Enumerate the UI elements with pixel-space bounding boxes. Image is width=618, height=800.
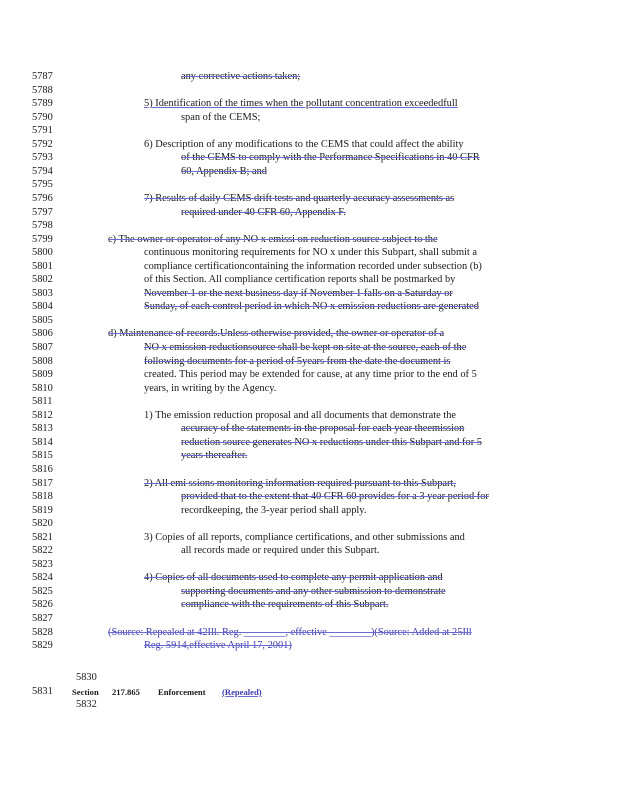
line-number: 5792 — [32, 138, 53, 150]
section-number: 217.865 — [112, 687, 140, 697]
line-text: 2) All emi ssions monitoring information required pursuant to this Subpart, — [144, 477, 456, 489]
document-line — [0, 246, 618, 260]
document-line — [0, 463, 618, 477]
line-number: 5807 — [32, 342, 53, 353]
line-number: 5808 — [32, 355, 53, 367]
document-line — [0, 571, 618, 585]
line-number: 5802 — [32, 274, 53, 286]
document-line — [0, 504, 618, 518]
document-line — [0, 517, 618, 531]
line-text: compliance with the requirements of this Subpart. — [181, 599, 389, 611]
document-line — [0, 395, 618, 409]
document-line — [0, 598, 618, 612]
document-line — [0, 585, 618, 599]
document-line — [0, 206, 618, 220]
line-text: 60, Appendix B; and — [181, 165, 268, 177]
line-text: continuous monitoring requirements for NO x under this Subpart, shall submit a — [144, 247, 478, 259]
line-text: of the CEMS to comply with the Performance Specifications in 40 CFR — [181, 152, 480, 164]
document-line — [0, 327, 618, 341]
document-line — [0, 341, 618, 355]
document-line — [0, 151, 618, 165]
document-line — [0, 165, 618, 179]
document-line — [0, 300, 618, 314]
line-number: 5790 — [32, 111, 53, 123]
document-line — [0, 477, 618, 491]
line-text: 3) Copies of all reports, compliance certifications, and other submissions and — [144, 531, 465, 543]
line-number: 5820 — [32, 518, 53, 530]
line-text: Sunday, of each control period in which NO x emission reductions are generated — [144, 301, 479, 313]
line-text: recordkeeping, the 3-year period shall apply. — [181, 504, 367, 516]
document-line — [0, 124, 618, 138]
document-line — [0, 111, 618, 125]
line-number: 5806 — [32, 328, 53, 340]
line-number: 5795 — [32, 179, 53, 191]
section-label: Section — [72, 687, 99, 697]
document-line — [0, 544, 618, 558]
line-text: 5) Identification of the times when the pollutant concentration exceededfull — [144, 98, 458, 110]
line-number: 5812 — [32, 409, 53, 421]
line-text: 6) Description of any modifications to the CEMS that could affect the ability — [144, 138, 464, 150]
line-number: 5798 — [32, 220, 53, 232]
line-text: 4) Copies of all documents used to complete any permit application and — [144, 572, 443, 584]
document-line — [0, 490, 618, 504]
document-line — [0, 422, 618, 436]
line-number: 5832 — [76, 699, 97, 710]
line-number: 5804 — [32, 301, 53, 313]
line-text: d) Maintenance of records.Unless otherwise provided, the owner or operator of a — [108, 328, 445, 340]
line-text: compliance certificationcontaining the information recorded under subsection (b) — [144, 260, 482, 272]
line-number: 5822 — [32, 545, 53, 557]
line-text: provided that to the extent that 40 CFR 60 provides for a 3 year period for — [181, 491, 489, 503]
footer-line-5830 — [0, 671, 618, 685]
line-number: 5817 — [32, 477, 53, 489]
section-title: Enforcement — [158, 687, 206, 697]
document-line — [0, 626, 618, 640]
line-number: 5811 — [32, 396, 53, 408]
line-text: 7) Results of daily CEMS drift tests and quarterly accuracy assessments as — [144, 192, 455, 204]
line-number: 5825 — [32, 585, 53, 597]
line-number: 5813 — [32, 423, 53, 435]
document-line — [0, 382, 618, 396]
line-text: created. This period may be extended for cause, at any time prior to the end of 5 — [144, 369, 477, 381]
document-line — [0, 273, 618, 287]
footer-line-5832 — [0, 698, 618, 712]
line-number: 5791 — [32, 125, 53, 137]
document-line — [0, 368, 618, 382]
line-number: 5797 — [32, 206, 53, 218]
document-line — [0, 233, 618, 247]
line-number: 5793 — [32, 152, 53, 164]
line-number: 5823 — [32, 558, 53, 570]
document-line — [0, 531, 618, 545]
line-text: supporting documents and any other submission to demonstrate — [181, 585, 446, 597]
line-number: 5787 — [32, 71, 53, 82]
line-number: 5805 — [32, 314, 53, 326]
document-line — [0, 97, 618, 111]
document-line — [0, 260, 618, 274]
document-line — [0, 192, 618, 206]
line-text: any corrective actions taken; — [181, 71, 301, 82]
line-number: 5809 — [32, 369, 53, 381]
line-number: 5799 — [32, 233, 53, 245]
line-number: 5800 — [32, 247, 53, 259]
line-number: 5803 — [32, 287, 53, 299]
section-heading-line — [0, 685, 618, 699]
line-text: accuracy of the statements in the proposal for each year theemission — [181, 423, 465, 435]
line-text: reduction source generates NO x reductions under this Subpart and for 5 — [181, 436, 482, 448]
line-number: 5794 — [32, 165, 53, 177]
line-number: 5810 — [32, 382, 53, 394]
line-number: 5830 — [76, 672, 97, 683]
line-number: 5789 — [32, 98, 53, 110]
line-number: 5824 — [32, 572, 53, 584]
document-line — [0, 639, 618, 653]
line-number: 5801 — [32, 260, 53, 272]
document-line — [0, 287, 618, 301]
document-line — [0, 70, 618, 84]
line-number: 5821 — [32, 531, 53, 543]
document-line — [0, 449, 618, 463]
document-line — [0, 409, 618, 423]
line-number: 5826 — [32, 599, 53, 611]
line-text: c) The owner or operator of any NO x emissi on reduction source subject to the — [108, 233, 438, 245]
document-line — [0, 558, 618, 572]
document-line — [0, 436, 618, 450]
line-number: 5788 — [32, 84, 53, 96]
line-text: years thereafter. — [181, 450, 248, 462]
line-text: of this Section. All compliance certification reports shall be postmarked by — [144, 274, 456, 286]
document-line — [0, 178, 618, 192]
line-number: 5814 — [32, 436, 53, 448]
line-text: November 1 or the next business day if November 1 falls on a Saturday or — [144, 287, 453, 299]
line-number: 5831 — [32, 686, 53, 697]
line-text: Reg. 5914,effective April 17, 2001) — [144, 640, 292, 652]
line-number: 5815 — [32, 450, 53, 462]
section-status: (Repealed) — [222, 687, 262, 697]
document-line — [0, 219, 618, 233]
line-number: 5816 — [32, 463, 53, 475]
line-text: all records made or required under this Subpart. — [181, 545, 380, 557]
document-line — [0, 314, 618, 328]
line-text: years, in writing by the Agency. — [144, 382, 277, 394]
line-number: 5829 — [32, 640, 53, 652]
line-text: (Source: Repealed at 42Ill. Reg. ________, effective ________)(Source: Added at 25Ill — [108, 626, 472, 638]
line-text: following documents for a period of 5years from the date the document is — [144, 355, 451, 367]
document-line — [0, 355, 618, 369]
line-text: 1) The emission reduction proposal and all documents that demonstrate the — [144, 409, 457, 421]
line-number: 5827 — [32, 613, 53, 624]
line-number: 5796 — [32, 192, 53, 204]
line-number: 5819 — [32, 504, 53, 516]
document-line — [0, 138, 618, 152]
line-text: NO x emission reductionsource shall be kept on site at the source, each of the — [144, 342, 467, 353]
line-text: span of the CEMS; — [181, 111, 261, 123]
line-text: required under 40 CFR 60, Appendix F. — [181, 206, 346, 218]
line-number: 5818 — [32, 491, 53, 503]
line-number: 5828 — [32, 626, 53, 638]
document-line — [0, 612, 618, 626]
document-line — [0, 84, 618, 98]
